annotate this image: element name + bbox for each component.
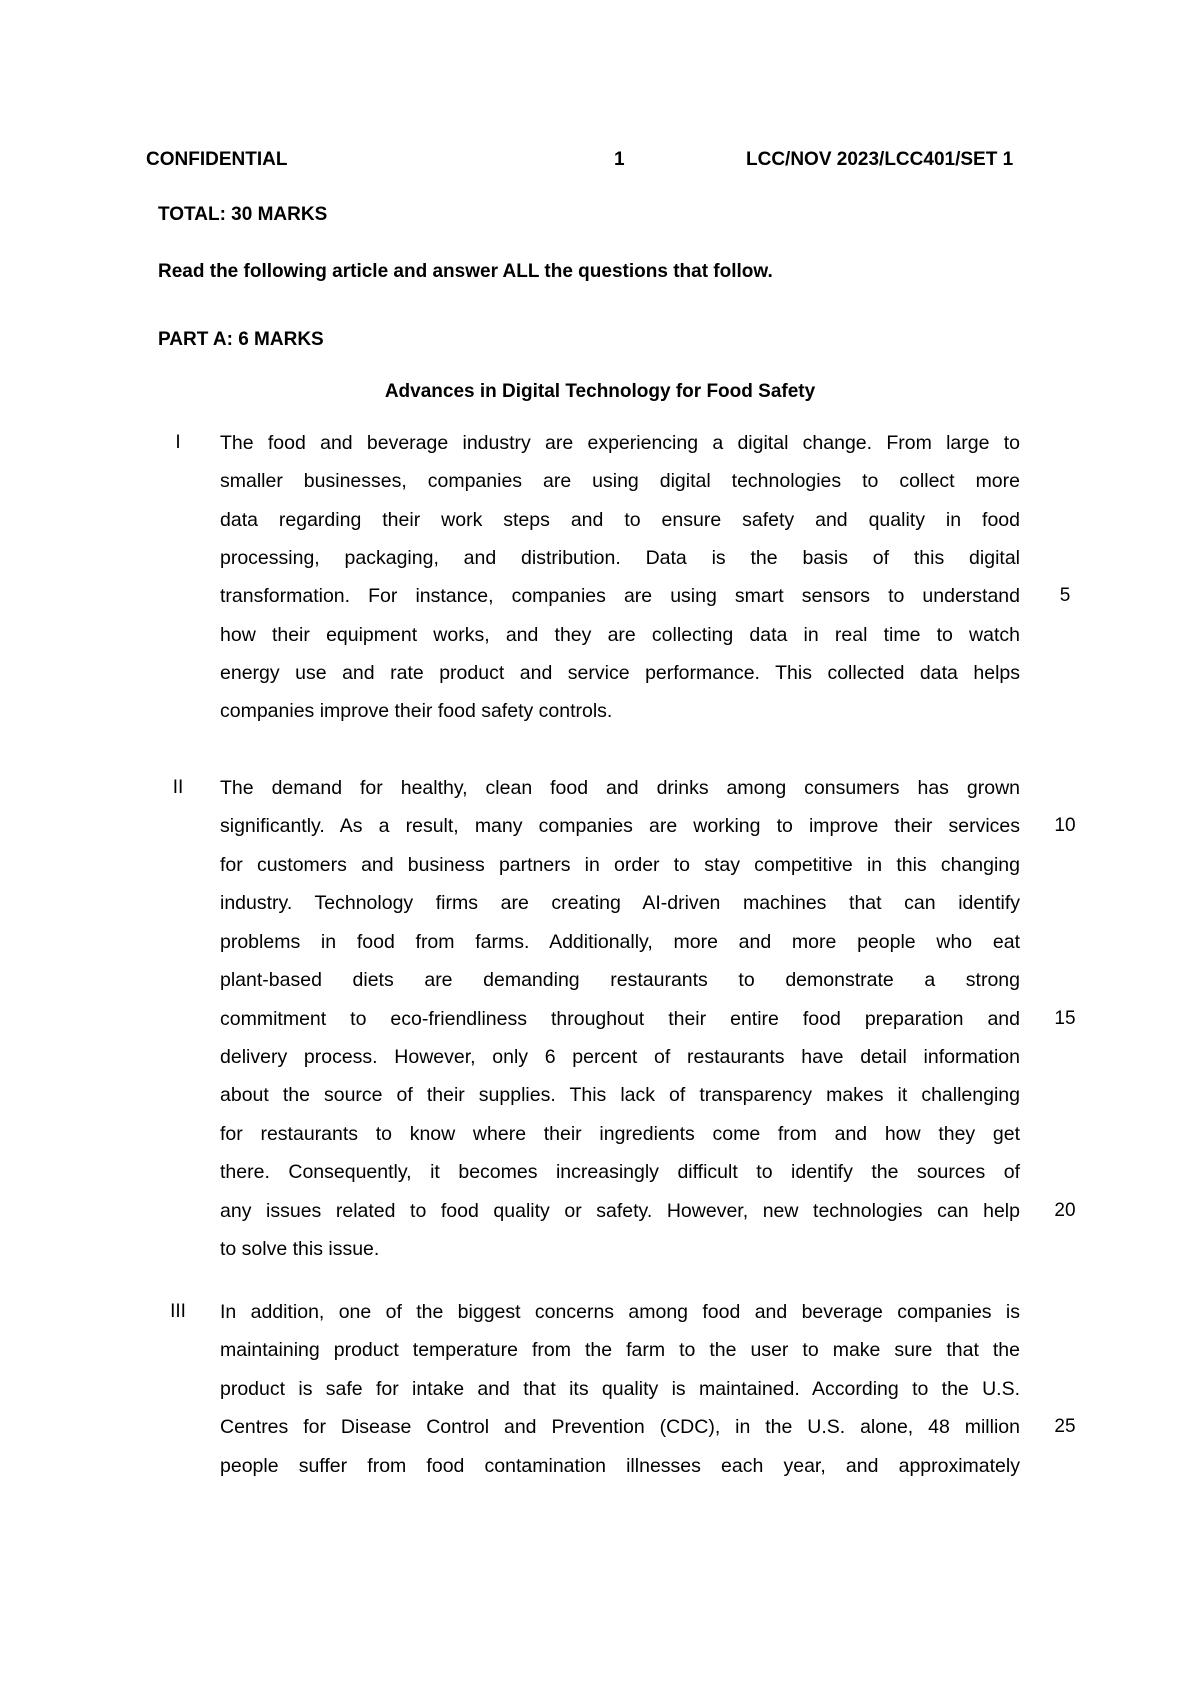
paragraph-line: any issues related to food quality or safety. However, new technologies can help (220, 1200, 1020, 1222)
paragraph-line: people suffer from food contamination illnesses each year, and approximately (220, 1455, 1020, 1477)
paragraph-line: commitment to eco-friendliness throughout their entire food preparation and (220, 1008, 1020, 1030)
paragraph-line: energy use and rate product and service performance. This collected data helps (220, 662, 1020, 684)
paragraph-line: industry. Technology firms are creating AI-driven machines that can identify (220, 892, 1020, 914)
header-confidential: CONFIDENTIAL (146, 149, 288, 170)
paragraph-line: for restaurants to know where their ingredients come from and how they get (220, 1123, 1020, 1145)
paragraph-line: transformation. For instance, companies are using smart sensors to understand (220, 585, 1020, 607)
paragraph-marker-iii: III (170, 1301, 186, 1322)
paragraph-line: there. Consequently, it becomes increasingly difficult to identify the sources of (220, 1161, 1020, 1183)
line-number: 20 (1054, 1200, 1076, 1221)
paragraph-line: to solve this issue. (220, 1238, 380, 1260)
paragraph-line: processing, packaging, and distribution. Data is the basis of this digital (220, 547, 1020, 569)
instruction: Read the following article and answer ALL the questions that follow. (158, 261, 773, 282)
paragraph-marker-i: I (175, 432, 181, 453)
paragraph-line: smaller businesses, companies are using digital technologies to collect more (220, 470, 1020, 492)
paragraph-line: significantly. As a result, many companies are working to improve their services (220, 815, 1020, 837)
paragraph-line: maintaining product temperature from the farm to the user to make sure that the (220, 1339, 1020, 1361)
paragraph-line: The demand for healthy, clean food and drinks among consumers has grown (220, 777, 1020, 799)
paragraph-line: delivery process. However, only 6 percent of restaurants have detail information (220, 1046, 1020, 1068)
paragraph-line: In addition, one of the biggest concerns among food and beverage companies is (220, 1301, 1020, 1323)
paragraph-marker-ii: II (172, 777, 184, 798)
paragraph-line: plant-based diets are demanding restaurants to demonstrate a strong (220, 969, 1020, 991)
line-number: 25 (1054, 1416, 1076, 1437)
paragraph-line: The food and beverage industry are experiencing a digital change. From large to (220, 432, 1020, 454)
article-title: Advances in Digital Technology for Food Safety (384, 381, 816, 402)
line-number: 5 (1059, 585, 1071, 606)
paragraph-line: product is safe for intake and that its quality is maintained. According to the U.S. (220, 1378, 1020, 1400)
line-number: 10 (1054, 815, 1076, 836)
paragraph-line: companies improve their food safety controls. (220, 700, 613, 722)
header-page-number: 1 (614, 149, 625, 170)
paragraph-line: how their equipment works, and they are collecting data in real time to watch (220, 624, 1020, 646)
paragraph-line: for customers and business partners in order to stay competitive in this changing (220, 854, 1020, 876)
part-label: PART A: 6 MARKS (158, 329, 324, 350)
total-marks: TOTAL: 30 MARKS (158, 204, 328, 225)
paragraph-line: data regarding their work steps and to ensure safety and quality in food (220, 509, 1020, 531)
line-number: 15 (1054, 1008, 1076, 1029)
paragraph-line: Centres for Disease Control and Prevention (CDC), in the U.S. alone, 48 million (220, 1416, 1020, 1438)
header-exam-code: LCC/NOV 2023/LCC401/SET 1 (746, 149, 1014, 170)
paragraph-line: problems in food from farms. Additionally, more and more people who eat (220, 931, 1020, 953)
paragraph-line: about the source of their supplies. This lack of transparency makes it challenging (220, 1084, 1020, 1106)
